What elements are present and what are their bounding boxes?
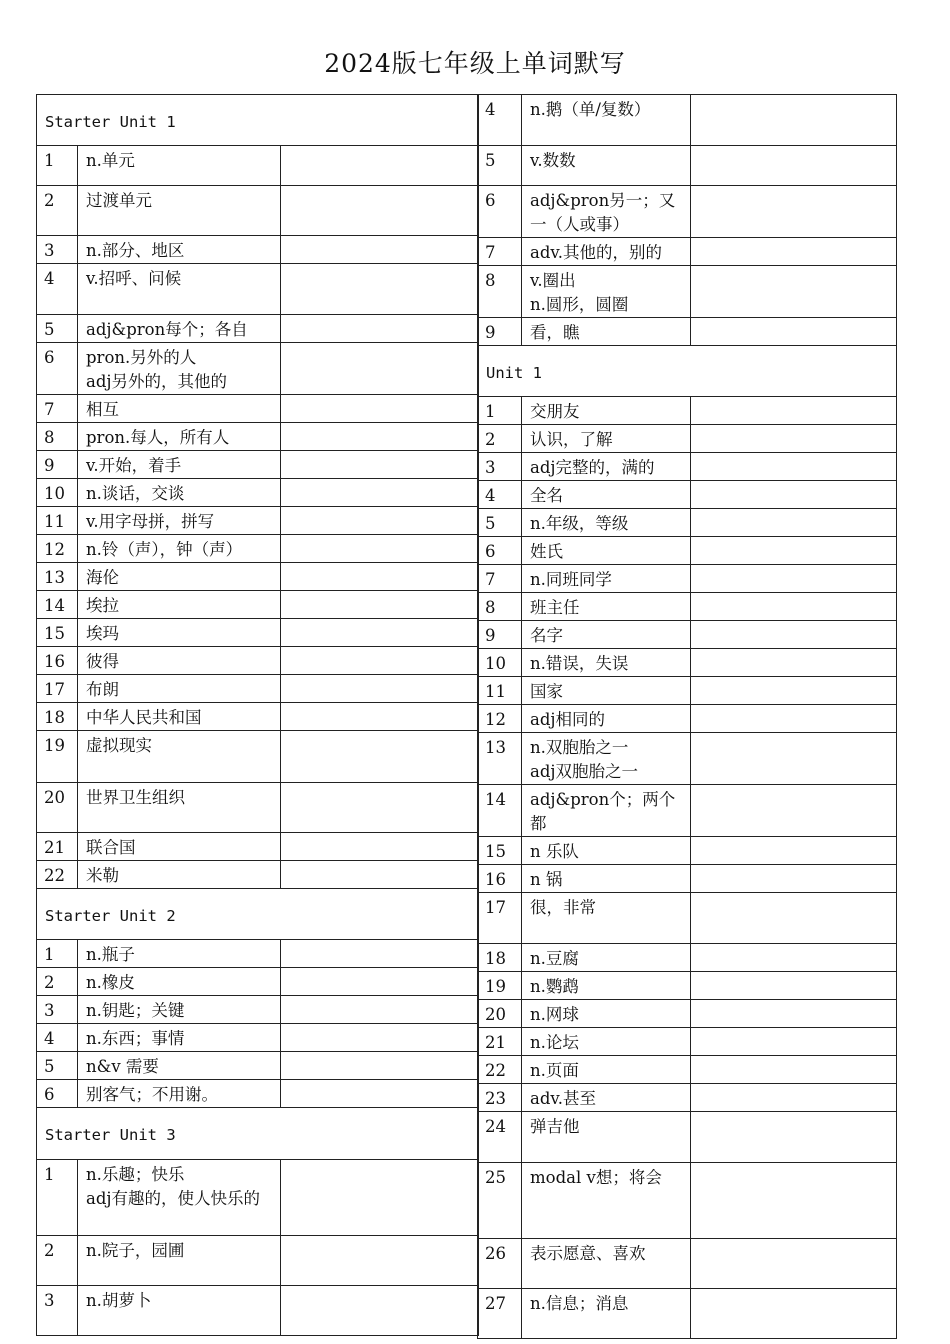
answer-blank-cell[interactable] <box>281 1080 479 1108</box>
item-meaning: n.瓶子 <box>78 940 281 968</box>
item-meaning: 世界卫生组织 <box>78 783 281 833</box>
item-number: 9 <box>37 451 78 479</box>
item-number: 16 <box>37 647 78 675</box>
answer-blank-cell[interactable] <box>691 565 897 593</box>
item-number: 4 <box>37 1024 78 1052</box>
vocab-row <box>37 1160 479 1236</box>
item-number: 8 <box>37 423 78 451</box>
item-number: 6 <box>37 1080 78 1108</box>
item-number: 9 <box>478 621 522 649</box>
vocab-row <box>478 186 897 238</box>
answer-blank-cell[interactable] <box>691 266 897 318</box>
vocab-row <box>478 1112 897 1163</box>
item-number: 5 <box>478 509 522 537</box>
vocab-row <box>478 733 897 785</box>
vocab-row <box>478 1289 897 1339</box>
unit-header: Starter Unit 2 <box>37 889 479 940</box>
vocab-row <box>37 619 479 647</box>
answer-blank-cell[interactable] <box>691 397 897 425</box>
answer-blank-cell[interactable] <box>281 264 479 315</box>
answer-blank-cell[interactable] <box>691 186 897 238</box>
answer-blank-cell[interactable] <box>691 621 897 649</box>
answer-blank-cell[interactable] <box>281 451 479 479</box>
answer-blank-cell[interactable] <box>281 968 479 996</box>
answer-blank-cell[interactable] <box>691 593 897 621</box>
vocab-row <box>37 315 479 343</box>
item-meaning: n 乐队 <box>522 837 691 865</box>
answer-blank-cell[interactable] <box>281 315 479 343</box>
item-number: 5 <box>478 146 522 186</box>
item-number: 12 <box>37 535 78 563</box>
item-meaning: adv.其他的，别的 <box>522 238 691 266</box>
item-meaning: 过渡单元 <box>78 186 281 236</box>
vocab-row <box>478 453 897 481</box>
vocab-row <box>37 535 479 563</box>
unit-header-row <box>37 889 479 940</box>
item-meaning: pron.每人，所有人 <box>78 423 281 451</box>
item-number: 14 <box>478 785 522 837</box>
vocab-row <box>478 238 897 266</box>
vocab-row <box>478 95 897 146</box>
vocab-row <box>478 481 897 509</box>
item-meaning: 很，非常 <box>522 893 691 944</box>
item-number: 19 <box>37 731 78 783</box>
answer-blank-cell[interactable] <box>281 236 479 264</box>
answer-blank-cell[interactable] <box>691 972 897 1000</box>
answer-blank-cell[interactable] <box>691 865 897 893</box>
vocab-row <box>478 146 897 186</box>
vocab-row <box>37 833 479 861</box>
vocab-row <box>37 647 479 675</box>
item-number: 4 <box>478 95 522 146</box>
vocab-row <box>478 593 897 621</box>
item-number: 8 <box>478 266 522 318</box>
item-meaning: 看，瞧 <box>522 318 691 346</box>
item-number: 2 <box>37 1236 78 1286</box>
item-number: 13 <box>478 733 522 785</box>
item-meaning: 全名 <box>522 481 691 509</box>
item-meaning: n.豆腐 <box>522 944 691 972</box>
vocab-row <box>37 675 479 703</box>
item-meaning: 埃玛 <box>78 619 281 647</box>
item-number: 17 <box>478 893 522 944</box>
item-number: 21 <box>37 833 78 861</box>
answer-blank-cell[interactable] <box>691 1239 897 1289</box>
item-number: 13 <box>37 563 78 591</box>
answer-blank-cell[interactable] <box>691 893 897 944</box>
answer-blank-cell[interactable] <box>281 507 479 535</box>
vocab-row <box>478 1056 897 1084</box>
item-number: 23 <box>478 1084 522 1112</box>
answer-blank-cell[interactable] <box>281 479 479 507</box>
item-number: 19 <box>478 972 522 1000</box>
item-meaning: 虚拟现实 <box>78 731 281 783</box>
vocab-row <box>478 397 897 425</box>
answer-blank-cell[interactable] <box>281 1024 479 1052</box>
item-meaning: n.东西；事情 <box>78 1024 281 1052</box>
answer-blank-cell[interactable] <box>691 453 897 481</box>
unit-header-row <box>478 346 897 397</box>
item-meaning: modal v想；将会 <box>522 1163 691 1239</box>
answer-blank-cell[interactable] <box>281 395 479 423</box>
answer-blank-cell[interactable] <box>281 563 479 591</box>
answer-blank-cell[interactable] <box>691 509 897 537</box>
item-meaning: n.鹦鹉 <box>522 972 691 1000</box>
item-meaning: 班主任 <box>522 593 691 621</box>
answer-blank-cell[interactable] <box>691 649 897 677</box>
answer-blank-cell[interactable] <box>281 833 479 861</box>
answer-blank-cell[interactable] <box>691 837 897 865</box>
vocab-row <box>478 1239 897 1289</box>
vocab-row <box>478 972 897 1000</box>
item-meaning: n.乐趣；快乐 adj有趣的，使人快乐的 <box>78 1160 281 1236</box>
vocab-row <box>37 186 479 236</box>
item-meaning: 姓氏 <box>522 537 691 565</box>
vocab-row <box>478 537 897 565</box>
item-number: 25 <box>478 1163 522 1239</box>
vocab-row <box>478 1084 897 1112</box>
item-number: 1 <box>37 1160 78 1236</box>
item-meaning: 中华人民共和国 <box>78 703 281 731</box>
item-number: 5 <box>37 1052 78 1080</box>
item-meaning: 联合国 <box>78 833 281 861</box>
item-meaning: n.部分、地区 <box>78 236 281 264</box>
item-number: 20 <box>37 783 78 833</box>
item-number: 3 <box>37 1286 78 1336</box>
vocab-row <box>37 996 479 1024</box>
item-meaning: 认识，了解 <box>522 425 691 453</box>
answer-blank-cell[interactable] <box>691 537 897 565</box>
answer-blank-cell[interactable] <box>691 1056 897 1084</box>
vocab-row <box>478 705 897 733</box>
vocab-row <box>478 944 897 972</box>
answer-blank-cell[interactable] <box>691 677 897 705</box>
item-meaning: 彼得 <box>78 647 281 675</box>
answer-blank-cell[interactable] <box>691 238 897 266</box>
item-meaning: n.年级，等级 <box>522 509 691 537</box>
vocab-row <box>478 837 897 865</box>
answer-blank-cell[interactable] <box>281 703 479 731</box>
item-meaning: v.招呼、问候 <box>78 264 281 315</box>
vocab-row <box>37 1024 479 1052</box>
vocab-row <box>37 861 479 889</box>
answer-blank-cell[interactable] <box>281 647 479 675</box>
item-number: 7 <box>478 565 522 593</box>
vocab-row <box>37 940 479 968</box>
item-number: 6 <box>478 186 522 238</box>
vocab-row <box>478 1028 897 1056</box>
item-number: 2 <box>37 968 78 996</box>
answer-blank-cell[interactable] <box>691 705 897 733</box>
answer-blank-cell[interactable] <box>691 1084 897 1112</box>
item-meaning: adj&pron另一；又一（人或事） <box>522 186 691 238</box>
item-number: 11 <box>37 507 78 535</box>
item-number: 27 <box>478 1289 522 1339</box>
unit-header: Unit 1 <box>478 346 897 397</box>
unit-header-row <box>37 95 479 146</box>
item-number: 15 <box>478 837 522 865</box>
vocab-table-right <box>477 94 897 1339</box>
item-number: 18 <box>37 703 78 731</box>
item-number: 24 <box>478 1112 522 1163</box>
answer-blank-cell[interactable] <box>281 1052 479 1080</box>
item-number: 18 <box>478 944 522 972</box>
vocab-row <box>37 264 479 315</box>
vocab-row <box>37 507 479 535</box>
item-meaning: n.信息；消息 <box>522 1289 691 1339</box>
item-meaning: 相互 <box>78 395 281 423</box>
item-number: 2 <box>478 425 522 453</box>
item-number: 4 <box>37 264 78 315</box>
item-meaning: n.页面 <box>522 1056 691 1084</box>
item-number: 7 <box>478 238 522 266</box>
answer-blank-cell[interactable] <box>281 343 479 395</box>
answer-blank-cell[interactable] <box>281 535 479 563</box>
vocab-row <box>478 1163 897 1239</box>
item-meaning: n.谈话，交谈 <box>78 479 281 507</box>
item-number: 7 <box>37 395 78 423</box>
answer-blank-cell[interactable] <box>691 481 897 509</box>
answer-blank-cell[interactable] <box>691 318 897 346</box>
unit-header: Starter Unit 1 <box>37 95 479 146</box>
item-number: 6 <box>478 537 522 565</box>
item-meaning: 国家 <box>522 677 691 705</box>
vocab-row <box>37 395 479 423</box>
item-meaning: 名字 <box>522 621 691 649</box>
answer-blank-cell[interactable] <box>281 783 479 833</box>
vocab-row <box>37 146 479 186</box>
item-meaning: n.单元 <box>78 146 281 186</box>
vocab-row <box>37 1080 479 1108</box>
answer-blank-cell[interactable] <box>281 1236 479 1286</box>
item-number: 17 <box>37 675 78 703</box>
vocab-row <box>37 1236 479 1286</box>
item-number: 20 <box>478 1000 522 1028</box>
item-number: 22 <box>37 861 78 889</box>
item-meaning: 海伦 <box>78 563 281 591</box>
answer-blank-cell[interactable] <box>691 1112 897 1163</box>
item-number: 11 <box>478 677 522 705</box>
page-title: 2024版七年级上单词默写 <box>324 49 626 78</box>
item-number: 9 <box>478 318 522 346</box>
item-meaning: adj&pron个；两个都 <box>522 785 691 837</box>
item-number: 8 <box>478 593 522 621</box>
answer-blank-cell[interactable] <box>691 785 897 837</box>
vocab-row <box>37 731 479 783</box>
vocab-row <box>37 236 479 264</box>
answer-blank-cell[interactable] <box>281 861 479 889</box>
item-meaning: 交朋友 <box>522 397 691 425</box>
vocab-row <box>478 677 897 705</box>
item-meaning: v.圈出 n.圆形，圆圈 <box>522 266 691 318</box>
item-meaning: 别客气；不用谢。 <box>78 1080 281 1108</box>
answer-blank-cell[interactable] <box>281 619 479 647</box>
vocab-row <box>478 621 897 649</box>
answer-blank-cell[interactable] <box>691 1289 897 1339</box>
vocab-row <box>37 591 479 619</box>
answer-blank-cell[interactable] <box>281 996 479 1024</box>
vocab-row <box>478 1000 897 1028</box>
item-meaning: v.用字母拼，拼写 <box>78 507 281 535</box>
item-number: 12 <box>478 705 522 733</box>
unit-header: Starter Unit 3 <box>37 1108 479 1160</box>
item-number: 3 <box>37 236 78 264</box>
item-number: 26 <box>478 1239 522 1289</box>
vocab-row <box>478 893 897 944</box>
vocab-row <box>37 783 479 833</box>
item-meaning: n.错误，失误 <box>522 649 691 677</box>
answer-blank-cell[interactable] <box>691 146 897 186</box>
item-number: 1 <box>37 146 78 186</box>
vocab-row <box>478 865 897 893</box>
vocab-row <box>37 1052 479 1080</box>
vocab-row <box>37 1286 479 1336</box>
vocab-row <box>37 343 479 395</box>
vocab-row <box>37 451 479 479</box>
unit-header-row <box>37 1108 479 1160</box>
answer-blank-cell[interactable] <box>281 675 479 703</box>
item-meaning: 布朗 <box>78 675 281 703</box>
item-number: 2 <box>37 186 78 236</box>
item-meaning: n.铃（声），钟（声） <box>78 535 281 563</box>
item-meaning: n.同班同学 <box>522 565 691 593</box>
vocab-row <box>37 968 479 996</box>
item-meaning: n.鹅（单/复数） <box>522 95 691 146</box>
item-meaning: n.论坛 <box>522 1028 691 1056</box>
answer-blank-cell[interactable] <box>281 423 479 451</box>
item-meaning: 弹吉他 <box>522 1112 691 1163</box>
answer-blank-cell[interactable] <box>281 146 479 186</box>
vocab-row <box>478 785 897 837</box>
answer-blank-cell[interactable] <box>691 733 897 785</box>
item-number: 14 <box>37 591 78 619</box>
vocab-row <box>478 509 897 537</box>
item-meaning: n&v 需要 <box>78 1052 281 1080</box>
item-number: 10 <box>37 479 78 507</box>
answer-blank-cell[interactable] <box>691 1028 897 1056</box>
answer-blank-cell[interactable] <box>691 425 897 453</box>
item-meaning: adj&pron每个；各自 <box>78 315 281 343</box>
answer-blank-cell[interactable] <box>281 731 479 783</box>
item-meaning: v.开始，着手 <box>78 451 281 479</box>
item-meaning: adv.甚至 <box>522 1084 691 1112</box>
item-number: 6 <box>37 343 78 395</box>
item-number: 4 <box>478 481 522 509</box>
vocab-row <box>478 649 897 677</box>
item-meaning: 埃拉 <box>78 591 281 619</box>
item-meaning: n.胡萝卜 <box>78 1286 281 1336</box>
item-meaning: v.数数 <box>522 146 691 186</box>
item-meaning: n.橡皮 <box>78 968 281 996</box>
answer-blank-cell[interactable] <box>691 1000 897 1028</box>
vocab-row <box>478 425 897 453</box>
item-number: 21 <box>478 1028 522 1056</box>
item-number: 16 <box>478 865 522 893</box>
answer-blank-cell[interactable] <box>281 591 479 619</box>
answer-blank-cell[interactable] <box>691 944 897 972</box>
vocab-row <box>37 703 479 731</box>
item-meaning: adj相同的 <box>522 705 691 733</box>
vocab-table-left <box>36 94 479 1336</box>
vocab-row <box>478 565 897 593</box>
item-meaning: pron.另外的人 adj另外的，其他的 <box>78 343 281 395</box>
vocab-row <box>37 479 479 507</box>
vocab-row <box>37 563 479 591</box>
item-meaning: 米勒 <box>78 861 281 889</box>
answer-blank-cell[interactable] <box>281 1286 479 1336</box>
vocab-row <box>37 423 479 451</box>
item-number: 1 <box>37 940 78 968</box>
answer-blank-cell[interactable] <box>281 186 479 236</box>
item-number: 10 <box>478 649 522 677</box>
item-number: 3 <box>37 996 78 1024</box>
item-number: 15 <box>37 619 78 647</box>
item-meaning: 表示愿意、喜欢 <box>522 1239 691 1289</box>
answer-blank-cell[interactable] <box>691 1163 897 1239</box>
item-meaning: adj完整的，满的 <box>522 453 691 481</box>
answer-blank-cell[interactable] <box>691 95 897 146</box>
answer-blank-cell[interactable] <box>281 940 479 968</box>
vocab-row <box>478 266 897 318</box>
item-number: 22 <box>478 1056 522 1084</box>
item-number: 3 <box>478 453 522 481</box>
item-number: 1 <box>478 397 522 425</box>
item-meaning: n.网球 <box>522 1000 691 1028</box>
vocab-row <box>478 318 897 346</box>
item-meaning: n.钥匙；关键 <box>78 996 281 1024</box>
item-number: 5 <box>37 315 78 343</box>
answer-blank-cell[interactable] <box>281 1160 479 1236</box>
item-meaning: n 锅 <box>522 865 691 893</box>
item-meaning: n.院子，园圃 <box>78 1236 281 1286</box>
item-meaning: n.双胞胎之一 adj双胞胎之一 <box>522 733 691 785</box>
